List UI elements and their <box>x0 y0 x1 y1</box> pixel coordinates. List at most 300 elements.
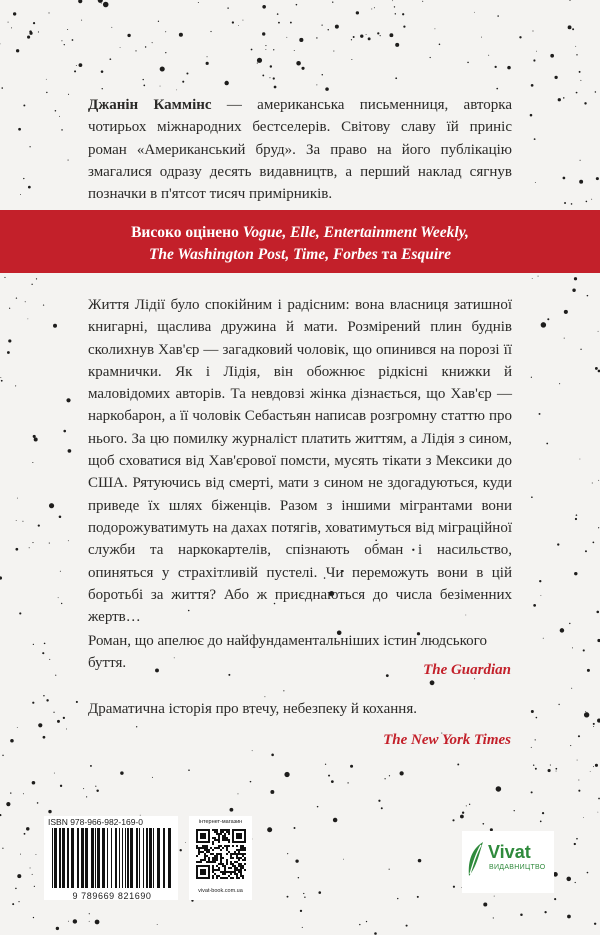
ink-dot <box>507 66 511 70</box>
qr-module <box>200 851 202 853</box>
qr-module <box>224 871 226 873</box>
ink-dot <box>380 35 381 36</box>
ink-dot <box>186 73 188 75</box>
ink-dot <box>389 869 390 870</box>
ink-dot <box>60 571 61 572</box>
ink-dot <box>469 804 470 805</box>
barcode-bar <box>143 828 144 888</box>
qr-module <box>222 857 224 859</box>
ink-dot <box>351 39 352 40</box>
ink-dot <box>143 85 145 87</box>
barcode-bar <box>125 828 126 888</box>
publisher-subtitle: ВИДАВНИЦТВО <box>489 864 546 871</box>
ink-dot <box>374 7 375 8</box>
qr-module <box>226 847 228 849</box>
qr-module <box>244 847 246 849</box>
ink-dot <box>54 773 55 774</box>
qr-module <box>218 835 220 837</box>
ink-dot <box>250 781 252 783</box>
qr-module <box>224 869 226 871</box>
ink-dot <box>207 56 208 57</box>
ink-dot <box>531 84 534 87</box>
qr-module <box>242 867 244 869</box>
ink-dot <box>262 32 265 35</box>
qr-module <box>220 833 222 835</box>
qr-module <box>222 831 224 833</box>
qr-module <box>228 831 230 833</box>
ink-dot <box>540 821 542 823</box>
qr-module <box>236 875 238 877</box>
ink-dot <box>31 284 32 285</box>
ink-dot <box>33 22 35 24</box>
ink-dot <box>64 44 65 45</box>
qr-module <box>216 859 218 861</box>
ink-dot <box>180 849 182 851</box>
qr-module <box>212 871 214 873</box>
ink-dot <box>53 712 54 713</box>
qr-module <box>242 847 244 849</box>
ink-dot <box>29 547 30 548</box>
ink-dot <box>265 45 266 46</box>
ink-dot <box>83 788 84 789</box>
qr-module <box>218 863 220 865</box>
barcode-bar <box>130 828 133 888</box>
qr-module <box>236 853 238 855</box>
ink-dot <box>535 739 536 740</box>
qr-module <box>208 851 210 853</box>
barcode-bar <box>102 828 105 888</box>
ink-dot <box>587 295 589 297</box>
qr-module <box>222 877 224 879</box>
qr-module <box>200 847 202 849</box>
barcode-bar <box>54 828 57 888</box>
ink-dot <box>11 27 12 28</box>
qr-module <box>232 871 234 873</box>
qr-module <box>240 853 242 855</box>
ink-dot <box>548 769 551 772</box>
ink-dot <box>23 104 25 106</box>
ink-dot <box>534 138 536 140</box>
barcode-bar <box>95 828 96 888</box>
ink-dot <box>347 782 348 783</box>
ink-dot <box>27 36 30 39</box>
ink-dot <box>566 877 571 882</box>
qr-module <box>214 861 216 863</box>
ink-dot <box>592 483 593 484</box>
ink-dot <box>2 848 3 849</box>
qr-module <box>208 857 210 859</box>
ink-dot <box>25 301 26 302</box>
ink-dot <box>15 548 18 551</box>
qr-module <box>206 855 208 857</box>
barcode-bar <box>149 828 152 888</box>
ink-dot <box>580 160 581 161</box>
ink-dot <box>17 498 18 499</box>
qr-module <box>238 853 240 855</box>
ink-dot <box>1 380 3 382</box>
ink-dot <box>10 792 11 793</box>
ink-dot <box>567 915 571 919</box>
qr-module <box>240 873 242 875</box>
ink-dot <box>598 527 599 528</box>
ink-dot <box>9 308 10 309</box>
qr-module <box>244 857 246 859</box>
ink-dot <box>392 0 393 1</box>
barcode-bar <box>122 828 123 888</box>
qr-module <box>204 859 206 861</box>
ink-dot <box>457 764 459 766</box>
barcode-bar <box>136 828 138 888</box>
ink-dot <box>76 701 78 703</box>
qr-module <box>234 873 236 875</box>
barcode-bar <box>157 828 160 888</box>
ink-dot <box>61 129 63 131</box>
ink-dot <box>32 781 36 785</box>
qr-module <box>228 871 230 873</box>
ink-dot <box>540 595 541 596</box>
qr-module <box>224 845 226 847</box>
ink-dot <box>44 643 46 645</box>
review-quote-1: Роман, що апелює до найфундаментальніших істин людського буття. <box>88 633 487 671</box>
ink-dot <box>15 385 16 386</box>
qr-module <box>218 839 220 841</box>
ink-dot <box>59 116 60 117</box>
ink-dot <box>90 765 92 767</box>
qr-module <box>210 853 212 855</box>
ink-dot <box>237 793 238 794</box>
qr-module <box>242 877 244 879</box>
ink-dot <box>24 833 26 835</box>
ink-dot <box>439 44 441 46</box>
qr-module <box>212 875 214 877</box>
ink-dot <box>531 710 534 713</box>
qr-module <box>212 841 214 843</box>
qr-module <box>214 829 216 831</box>
qr-module <box>212 865 214 867</box>
qr-module <box>226 837 228 839</box>
ink-dot <box>569 623 570 624</box>
qr-module <box>220 855 222 857</box>
ink-dot <box>232 21 234 23</box>
ink-dot <box>374 932 377 935</box>
qr-finder <box>200 869 206 875</box>
ink-dot <box>531 496 533 498</box>
ink-dot <box>160 66 165 71</box>
ink-dot <box>572 289 575 292</box>
qr-module <box>204 849 206 851</box>
ink-dot <box>102 88 103 89</box>
qr-module <box>242 845 244 847</box>
ink-dot <box>343 859 344 860</box>
ink-dot <box>277 13 279 15</box>
ink-dot <box>328 29 329 30</box>
qr-module <box>226 871 228 873</box>
ink-dot <box>536 717 538 719</box>
ink-dot <box>452 819 454 821</box>
qr-module <box>236 849 238 851</box>
qr-module <box>226 863 228 865</box>
ink-dot <box>287 896 289 898</box>
qr-module <box>230 855 232 857</box>
ink-dot <box>590 771 591 772</box>
qr-module <box>212 857 214 859</box>
ink-dot <box>371 8 372 9</box>
ink-dot <box>43 736 46 739</box>
qr-module <box>202 851 204 853</box>
ink-dot <box>96 789 98 791</box>
qr-module <box>230 863 232 865</box>
qr-module <box>226 831 228 833</box>
ink-dot <box>165 52 166 53</box>
qr-module <box>212 837 214 839</box>
ink-dot <box>34 886 35 887</box>
ink-dot <box>574 572 577 575</box>
ink-dot <box>418 859 422 863</box>
qr-module <box>226 877 228 879</box>
qr-module <box>224 829 226 831</box>
ink-dot <box>42 652 44 654</box>
qr-module <box>238 869 240 871</box>
ink-dot <box>86 796 87 797</box>
barcode-image <box>50 828 174 890</box>
ink-dot <box>578 735 580 737</box>
ink-dot <box>579 180 583 184</box>
ink-dot <box>298 877 299 878</box>
barcode-bar <box>107 828 108 888</box>
ink-dot <box>592 542 594 544</box>
ink-dot <box>135 50 136 51</box>
ink-dot <box>595 764 598 767</box>
qr-module <box>206 849 208 851</box>
ink-dot <box>286 37 287 38</box>
ink-dot <box>583 817 584 818</box>
ink-dot <box>488 55 489 56</box>
qr-module <box>234 869 236 871</box>
qr-module <box>220 853 222 855</box>
ink-dot <box>531 377 532 378</box>
ink-dot <box>576 54 577 55</box>
barcode-bar <box>81 828 84 888</box>
ink-dot <box>550 764 551 765</box>
ink-dot <box>296 4 298 6</box>
ink-dot <box>576 514 578 516</box>
ink-dot <box>10 739 14 743</box>
ink-dot <box>578 780 579 781</box>
qr-module <box>218 853 220 855</box>
qr-module <box>224 835 226 837</box>
ink-dot <box>270 65 272 67</box>
ink-dot <box>48 12 49 13</box>
barcode-bar <box>127 828 129 888</box>
ink-dot <box>406 925 408 927</box>
qr-module <box>234 871 236 873</box>
ink-dot <box>299 38 303 42</box>
ink-dot <box>587 872 589 874</box>
ink-dot <box>585 711 586 712</box>
review-quote-2: Драматична історія про втечу, небезпеку й кохання. <box>88 701 417 717</box>
ink-dot <box>593 726 594 727</box>
barcode-bar <box>139 828 140 888</box>
ink-dot <box>89 921 90 922</box>
ink-dot <box>547 318 549 320</box>
ink-dot <box>580 459 581 460</box>
qr-module <box>228 845 230 847</box>
qr-module <box>226 829 228 831</box>
qr-module <box>242 859 244 861</box>
ink-dot <box>160 86 161 87</box>
qr-module <box>204 845 206 847</box>
ink-dot <box>335 25 339 29</box>
ink-dot <box>143 79 144 80</box>
ink-dot <box>395 43 399 47</box>
ink-dot <box>68 540 69 541</box>
qr-module <box>226 853 228 855</box>
ink-dot <box>535 768 537 770</box>
qr-module <box>230 877 232 879</box>
qr-module <box>244 849 246 851</box>
qr-module <box>220 857 222 859</box>
ink-dot <box>576 92 578 94</box>
ink-dot <box>422 1 423 2</box>
praise-magazine-last: Esquire <box>401 246 452 263</box>
ink-dot <box>38 723 42 727</box>
ink-dot <box>575 882 576 883</box>
qr-module <box>218 875 220 877</box>
qr-module <box>216 831 218 833</box>
ink-dot <box>273 77 275 79</box>
ink-dot <box>325 87 329 91</box>
ink-dot <box>262 5 266 9</box>
qr-module <box>236 867 238 869</box>
qr-module <box>230 867 232 869</box>
qr-module <box>226 861 228 863</box>
ink-dot <box>32 462 33 463</box>
qr-module <box>240 867 242 869</box>
qr-module <box>212 869 214 871</box>
ink-dot <box>55 110 57 112</box>
ink-dot <box>593 766 594 767</box>
qr-module <box>240 845 242 847</box>
ink-dot <box>493 917 494 918</box>
ink-dot <box>576 838 578 840</box>
ink-dot <box>571 688 572 689</box>
qr-module <box>236 855 238 857</box>
ink-dot <box>36 854 37 855</box>
qr-module <box>216 833 218 835</box>
praise-magazines: Vogue, Elle, Entertainment Weekly, <box>242 224 469 241</box>
ink-dot <box>560 628 565 633</box>
ink-dot <box>32 874 33 875</box>
qr-module <box>218 845 220 847</box>
ink-dot <box>30 867 31 868</box>
ink-dot <box>68 160 69 161</box>
qr-module <box>218 867 220 869</box>
ink-dot <box>322 74 323 75</box>
praise-text: Високо оцінено Vogue, Elle, Entertainment Weekly, The Washington Post, Time, Forbes та Esquire <box>131 224 469 263</box>
qr-module <box>222 871 224 873</box>
qr-code-image[interactable] <box>196 829 246 879</box>
qr-module <box>224 865 226 867</box>
qr-module <box>222 863 224 865</box>
ink-dot <box>381 807 383 809</box>
ink-dot <box>19 612 21 614</box>
ink-dot <box>584 712 589 717</box>
ink-dot <box>303 893 304 894</box>
qr-module <box>244 863 246 865</box>
ink-dot <box>111 27 112 28</box>
qr-label: інтернет-магазин <box>198 819 243 825</box>
qr-module <box>208 861 210 863</box>
qr-module <box>214 831 216 833</box>
ink-dot <box>278 22 280 24</box>
barcode-bar <box>153 828 154 888</box>
ink-dot <box>594 923 596 925</box>
ink-dot <box>532 278 533 279</box>
ink-dot <box>287 853 288 854</box>
qr-module <box>238 871 240 873</box>
qr-module <box>202 859 204 861</box>
qr-module <box>220 877 222 879</box>
ink-dot <box>274 86 277 89</box>
ink-dot <box>17 874 21 878</box>
qr-module <box>222 829 224 831</box>
qr-module <box>216 869 218 871</box>
qr-module <box>236 873 238 875</box>
ink-dot <box>2 755 3 756</box>
ink-dot <box>55 675 56 676</box>
author-bio-text: — американська письменниця, авторка чотирьох міжнародних бестселерів. Світову славу їй приніс роман «Американський бруд». За право на його публікацію змагалися одразу десять видавництв, а перший наклад сягнув позначки в п'ятсот тисяч примірників. <box>88 97 512 203</box>
ink-dot <box>575 46 576 47</box>
qr-url: vivat-book.com.ua <box>198 888 243 894</box>
qr-module <box>222 837 224 839</box>
qr-module <box>228 875 230 877</box>
qr-module <box>222 835 224 837</box>
qr-module <box>198 853 200 855</box>
ink-dot <box>188 769 190 771</box>
ink-dot <box>33 644 34 645</box>
qr-module <box>204 857 206 859</box>
qr-module <box>238 863 240 865</box>
barcode-bar <box>115 828 117 888</box>
qr-module <box>234 861 236 863</box>
qr-module <box>234 865 236 867</box>
ink-dot <box>300 910 302 912</box>
qr-module <box>212 853 214 855</box>
qr-module <box>228 833 230 835</box>
qr-module <box>220 861 222 863</box>
ink-dot <box>430 57 431 58</box>
ink-dot <box>243 20 244 21</box>
ink-dot <box>377 32 379 34</box>
ink-dot <box>228 674 230 676</box>
ink-dot <box>101 3 102 4</box>
qr-module <box>196 847 198 849</box>
ink-dot <box>397 898 398 899</box>
qr-module <box>208 859 210 861</box>
qr-module <box>224 873 226 875</box>
qr-module <box>220 871 222 873</box>
ink-dot <box>570 745 571 746</box>
qr-module <box>212 829 214 831</box>
ink-dot <box>95 786 96 787</box>
qr-module <box>204 847 206 849</box>
qr-module <box>196 855 198 857</box>
ink-dot <box>273 49 274 50</box>
ink-dot <box>257 63 258 64</box>
ink-dot <box>580 80 581 81</box>
ink-dot <box>136 726 137 727</box>
ink-dot <box>66 728 67 729</box>
